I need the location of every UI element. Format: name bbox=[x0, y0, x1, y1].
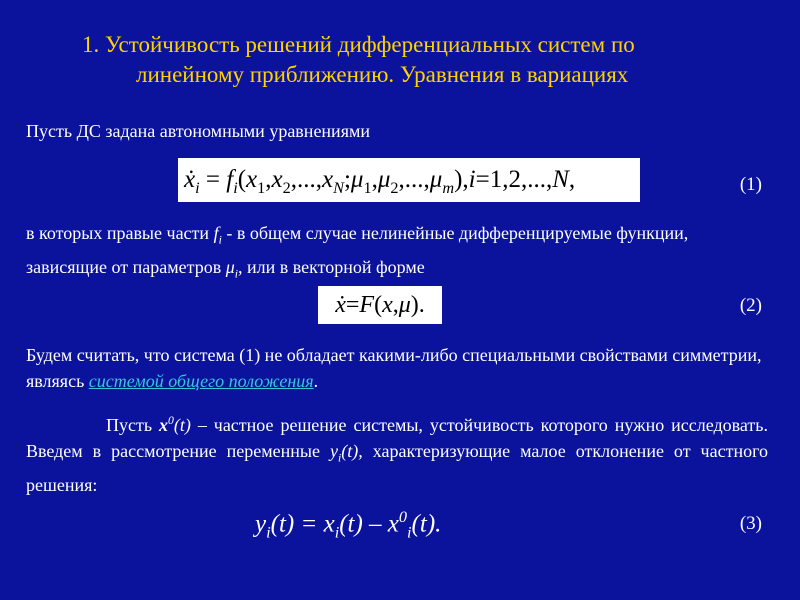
symbol-mu: $\mu_i$ bbox=[225, 256, 238, 281]
text-fragment: Будем считать, что система (1) не обладает какими-либо специальными свойствами симметрии, являясь bbox=[26, 345, 762, 391]
text-fragment: , или в векторной форме bbox=[237, 256, 425, 277]
equation-1: $ẋ_i$ = $f_i(x_1,x_2,...,x_N;\mu_1,\mu_2,...,\mu_m),i=1,2,...,N$, bbox=[178, 158, 640, 202]
title-line-2: линейному приближению. Уравнения в вариациях bbox=[136, 62, 629, 87]
equation-2: ẋ=F(x,μ). bbox=[318, 286, 442, 324]
paragraph-symmetry bbox=[26, 342, 768, 394]
text-fragment: . bbox=[313, 371, 319, 391]
equation-3-number: (3) bbox=[739, 513, 762, 534]
slide-title bbox=[82, 30, 742, 90]
equation-2-number: (2) bbox=[739, 295, 762, 316]
text-fragment: в которых правые части bbox=[26, 223, 210, 243]
title-line-1: 1. Устойчивость решений дифференциальных систем по bbox=[82, 32, 635, 57]
text-fragment: – частное решение системы, устойчивость которого нужно исследовать. Введем в рассмотрение переменные bbox=[26, 415, 769, 461]
symbol-f: $f_i$ bbox=[213, 223, 222, 247]
text-fragment: - в общем случае нелинейные дифференцируемые функции, зависящие от параметров bbox=[26, 223, 689, 277]
paragraph-solution bbox=[26, 408, 768, 498]
equation-3: $y_i(t) = x_i(t) - x^0_i(t)$. bbox=[255, 508, 442, 542]
general-position-link[interactable]: системой общего положения bbox=[88, 371, 314, 391]
paragraph-functions bbox=[26, 220, 768, 287]
text-fragment: Пусть bbox=[106, 415, 153, 435]
text-fragment: характеризующие малое отклонение от частного решения: bbox=[26, 441, 769, 495]
paragraph-intro: Пусть ДС задана автономными уравнениями bbox=[26, 121, 370, 141]
symbol-x0: $x^0(t)$ bbox=[159, 414, 191, 435]
equation-1-number: (1) bbox=[739, 174, 762, 195]
symbol-yi: $y_i(t)$, bbox=[329, 441, 363, 465]
